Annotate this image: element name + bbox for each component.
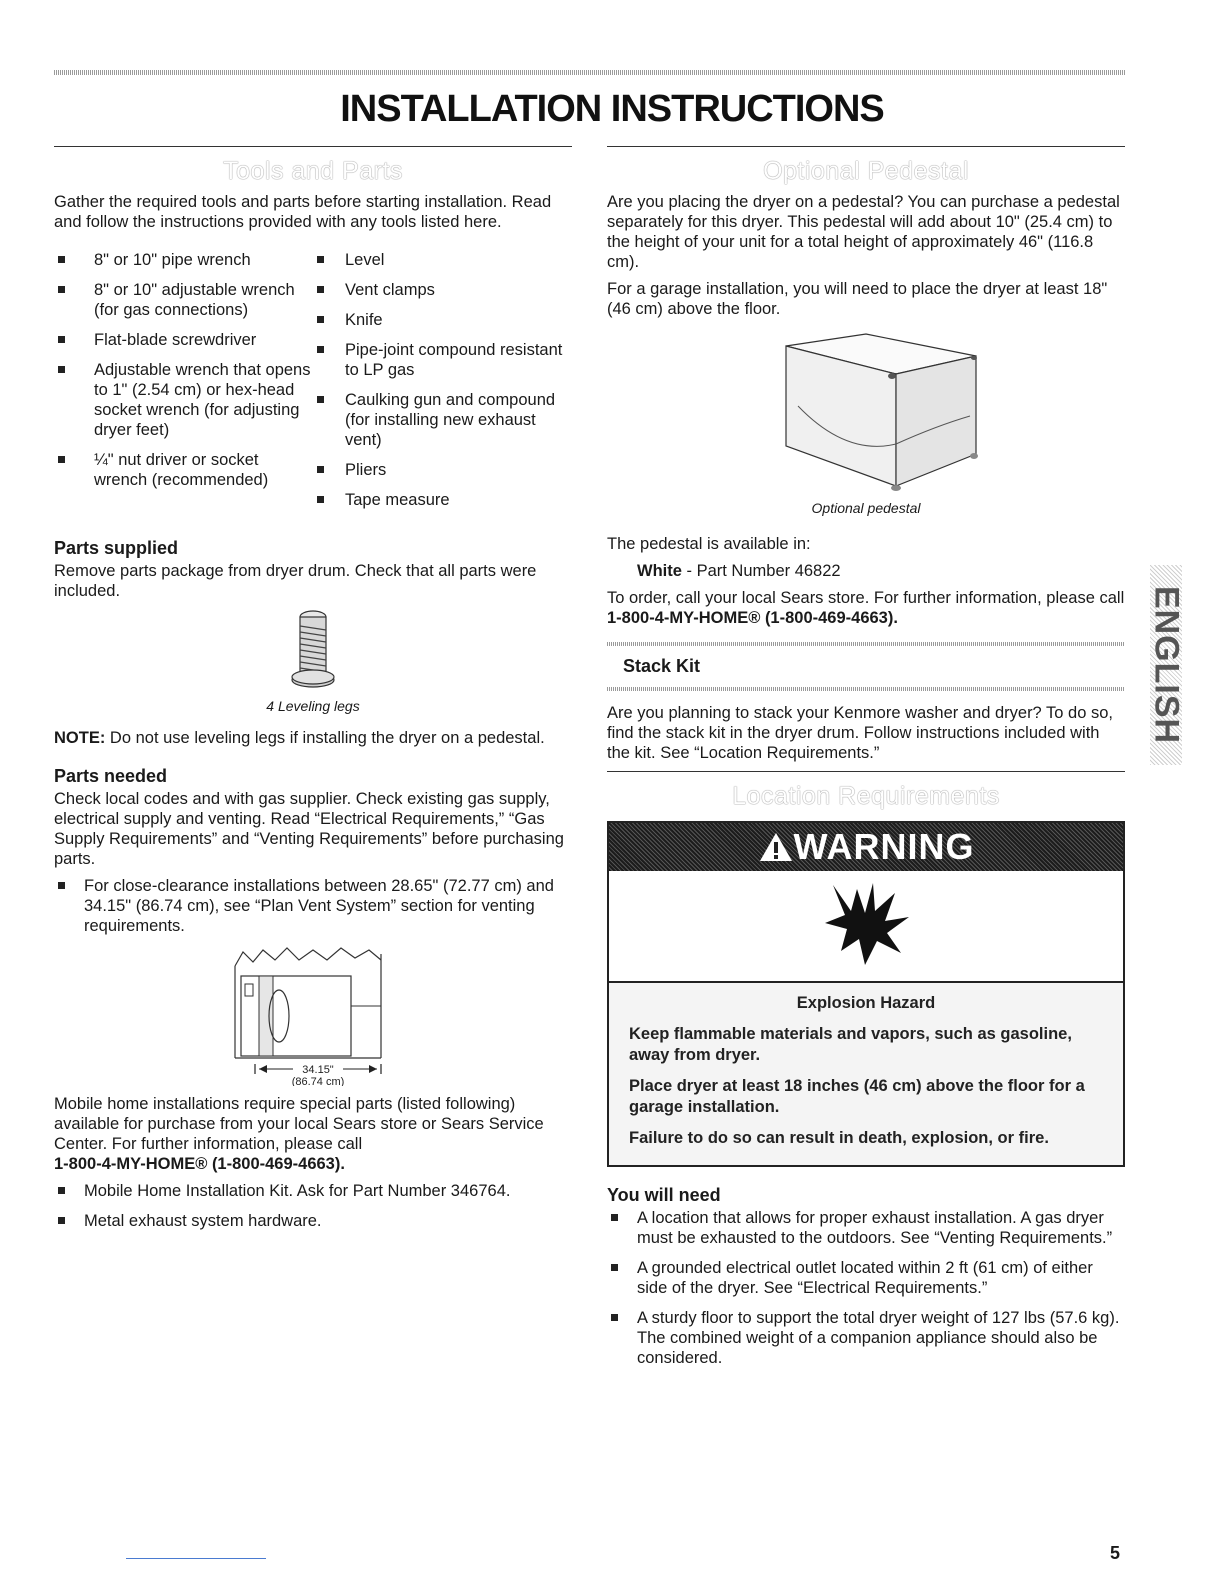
list-item: Level — [313, 250, 572, 270]
pedestal-image — [746, 326, 986, 496]
leveling-legs-caption: 4 Leveling legs — [266, 698, 360, 714]
right-column — [607, 146, 1125, 1378]
list-item: Pliers — [313, 460, 572, 480]
you-will-need-list — [607, 1208, 1125, 1368]
parts-needed-list — [54, 876, 572, 936]
warning-box — [607, 821, 1125, 1167]
list-item: ¼" nut driver or socket wrench (recommended) — [54, 450, 313, 490]
explosion-icon — [821, 881, 911, 971]
note-text: Do not use leveling legs if installing the dryer on a pedestal. — [105, 729, 545, 747]
stack-kit-heading: Stack Kit — [623, 656, 701, 676]
parts-needed-text: Check local codes and with gas supplier. Check existing gas supply, electrical supply and venting. Read “Electrical Requirements,” “Gas Supply Requirements” and “Venting Requirements” before purchasing parts. — [54, 790, 564, 868]
pedestal-color-line — [607, 561, 1125, 581]
hazard-line: Keep flammable materials and vapors, such as gasoline, away from dryer. — [629, 1025, 1072, 1064]
list-item: Pipe-joint compound resistant to LP gas — [313, 340, 572, 380]
pedestal-order-text: To order, call your local Sears store. For further information, please call — [607, 589, 1125, 607]
warning-body — [609, 983, 1123, 1165]
hazard-line: Failure to do so can result in death, explosion, or fire. — [629, 1129, 1049, 1147]
pedestal-available: The pedestal is available in: — [607, 535, 811, 553]
list-item: Adjustable wrench that opens to 1" (2.54 cm) or hex-head socket wrench (for adjusting dryer feet) — [54, 360, 313, 440]
list-item: 8" or 10" adjustable wrench (for gas connections) — [54, 280, 313, 320]
section-rule — [607, 146, 1125, 147]
mobile-home-phone: 1-800-4-MY-HOME® (1-800-469-4663). — [54, 1155, 345, 1173]
pedestal-heading: Optional Pedestal — [763, 157, 969, 185]
mobile-home-text: Mobile home installations require special parts (listed following) available for purchase from your local Sears store or Sears Service Center. For further information, please call — [54, 1095, 544, 1153]
note-label: NOTE: — [54, 729, 106, 747]
parts-supplied-heading: Parts supplied — [54, 538, 179, 558]
stack-kit-rule — [607, 687, 1125, 691]
list-item: Mobile Home Installation Kit. Ask for Part Number 346764. — [54, 1181, 572, 1201]
location-heading: Location Requirements — [732, 782, 1000, 810]
you-will-need-heading: You will need — [607, 1185, 721, 1205]
top-dotted-rule — [54, 70, 1126, 75]
pedestal-caption: Optional pedestal — [811, 500, 921, 516]
footer-line — [126, 1558, 266, 1559]
left-column — [54, 146, 572, 1241]
page-number: 5 — [1110, 1543, 1121, 1563]
stack-kit-rule — [607, 642, 1125, 646]
parts-needed-heading: Parts needed — [54, 766, 168, 786]
pedestal-order-phone: 1-800-4-MY-HOME® (1-800-469-4663). — [607, 609, 898, 627]
warning-label: WARNING — [793, 826, 975, 867]
list-item: For close-clearance installations between 28.65" (72.77 cm) and 34.15" (86.74 cm), see “Plan Vent System” section for venting requirements. — [54, 876, 572, 936]
page-title: INSTALLATION INSTRUCTIONS — [340, 88, 884, 130]
list-item: Metal exhaust system hardware. — [54, 1211, 572, 1231]
mobile-home-paragraph — [54, 1094, 572, 1174]
pedestal-color-label: White — [637, 562, 682, 580]
pedestal-part-number: - Part Number 46822 — [681, 562, 841, 580]
tools-list-right — [313, 250, 572, 520]
dimension-label: 34.15" — [302, 1064, 334, 1076]
hazard-title: Explosion Hazard — [796, 994, 936, 1012]
dimension-metric-label: (86.74 cm) — [291, 1076, 345, 1086]
note-paragraph — [54, 728, 572, 748]
section-rule — [54, 146, 572, 147]
language-side-tab-label: ENGLISH — [1147, 585, 1186, 745]
pedestal-order-paragraph — [607, 588, 1125, 628]
parts-supplied-text: Remove parts package from dryer drum. Check that all parts were included. — [54, 562, 537, 600]
stack-kit-text: Are you planning to stack your Kenmore washer and dryer? To do so, find the stack kit in the dryer drum. Follow instructions included with the kit. See “Location Requirements.” — [607, 704, 1113, 762]
explosion-icon-area — [609, 871, 1123, 983]
list-item: A sturdy floor to support the total dryer weight of 127 lbs (57.6 kg). The combined weight of a companion appliance should also be considered. — [607, 1308, 1125, 1368]
list-item: Caulking gun and compound (for installing new exhaust vent) — [313, 390, 572, 450]
mobile-home-list — [54, 1181, 572, 1231]
list-item: Vent clamps — [313, 280, 572, 300]
section-rule — [607, 771, 1125, 772]
list-item: 8" or 10" pipe wrench — [54, 250, 313, 270]
language-side-tab — [1147, 565, 1186, 765]
leveling-leg-image — [283, 608, 343, 694]
pedestal-paragraph-1: Are you placing the dryer on a pedestal? You can purchase a pedestal separately for this dryer. This pedestal will add about 10" (25.4 cm) to the height of your unit for a total height of approximately 46" (116.8 cm). — [607, 193, 1120, 271]
list-item: Flat-blade screwdriver — [54, 330, 313, 350]
tools-intro: Gather the required tools and parts before starting installation. Read and follow the instructions provided with any tools listed here. — [54, 193, 552, 231]
list-item: Tape measure — [313, 490, 572, 510]
hazard-line: Place dryer at least 18 inches (46 cm) above the floor for a garage installation. — [629, 1077, 1085, 1116]
pedestal-paragraph-2: For a garage installation, you will need to place the dryer at least 18" (46 cm) above the floor. — [607, 280, 1108, 318]
tools-heading: Tools and Parts — [223, 157, 403, 185]
warning-triangle-icon — [758, 831, 794, 863]
tools-list — [54, 250, 572, 520]
list-item: A grounded electrical outlet located within 2 ft (61 cm) of either side of the dryer. See “Electrical Requirements.” — [607, 1258, 1125, 1298]
list-item: Knife — [313, 310, 572, 330]
tools-list-left — [54, 250, 313, 520]
close-clearance-diagram — [223, 946, 403, 1086]
list-item: A location that allows for proper exhaust installation. A gas dryer must be exhausted to the outdoors. See “Venting Requirements.” — [607, 1208, 1125, 1248]
warning-banner — [609, 823, 1123, 871]
